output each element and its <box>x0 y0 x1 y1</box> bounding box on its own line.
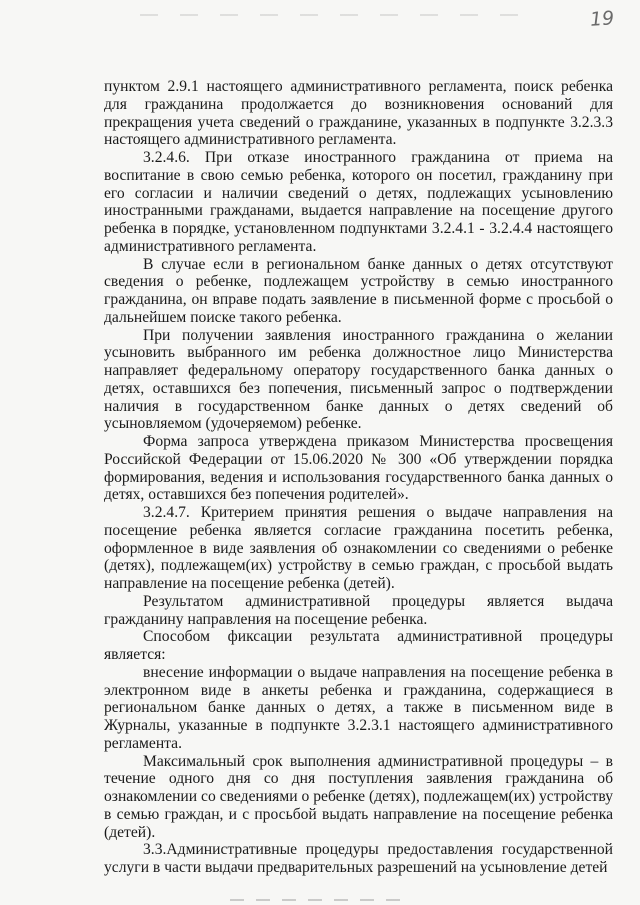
paragraph: Способом фиксации результата административной процедуры является: <box>104 628 613 663</box>
paragraph: При получении заявления иностранного гражданина о желании усыновить выбранного им ребенка должностное лицо Министерства направляет федеральному оператору государственного банка данных о детях, оставшихся без попечения, письменный запрос о подтверждении наличия в государственном банке данных о детях сведений об усыновляемом (удочеряемом) ребенке. <box>104 326 613 433</box>
scan-artifact <box>140 14 520 16</box>
scan-artifact <box>230 899 410 901</box>
page-number: 19 <box>589 7 615 31</box>
document-body <box>104 78 613 877</box>
paragraph: пунктом 2.9.1 настоящего административного регламента, поиск ребенка для гражданина продолжается до возникновения оснований для прекращения учета сведений о гражданине, указанных в подпункте 3.2.3.3 настоящего административного регламента. <box>104 78 613 149</box>
paragraph: Форма запроса утверждена приказом Министерства просвещения Российской Федерации от 15.06.2020 № 300 «Об утверждении порядка формирования, ведения и использования государственного банка данных о детях, оставшихся без попечения родителей». <box>104 433 613 504</box>
paragraph: 3.2.4.7. Критерием принятия решения о выдаче направления на посещение ребенка является согласие гражданина посетить ребенка, оформленное в виде заявления об ознакомлении со сведениями о ребенке (детях), подлежащем(их) устройству в семью граждан, с просьбой выдать направление на посещение ребенка (детей). <box>104 504 613 592</box>
paragraph: 3.2.4.6. При отказе иностранного гражданина от приема на воспитание в свою семью ребенка, которого он посетил, гражданину при его согласии и наличии сведений о детях, подлежащих усыновлению иностранными гражданами, выдается направление на посещение другого ребенка в порядке, установленном подпунктами 3.2.4.1 - 3.2.4.4 настоящего административного регламента. <box>104 149 613 255</box>
section-heading: 3.3.Административные процедуры предоставления государственной услуги в части выдачи предварительных разрешений на усыновление детей <box>104 841 613 876</box>
paragraph: В случае если в региональном банке данных о детях отсутствуют сведения о ребенке, подлежащем устройству в семью иностранного гражданина, он вправе подать заявление в письменной форме с просьбой о дальнейшем поиске такого ребенка. <box>104 255 613 326</box>
paragraph: Результатом административной процедуры является выдача гражданину направления на посещение ребенка. <box>104 592 613 628</box>
paragraph: Максимальный срок выполнения административной процедуры – в течение одного дня со дня поступления заявления гражданина об ознакомлении со сведениями о ребенке (детях), подлежащем(их) устройству в семью граждан, и с просьбой выдать направление на посещение ребенка (детей). <box>104 752 613 841</box>
paragraph: внесение информации о выдаче направления на посещение ребенка в электронном виде в анкеты ребенка и гражданина, содержащиеся в региональном банке данных о детях, а также в письменном виде в Журналы, указанные в подпункте 3.2.3.1 настоящего административного регламента. <box>104 663 613 752</box>
